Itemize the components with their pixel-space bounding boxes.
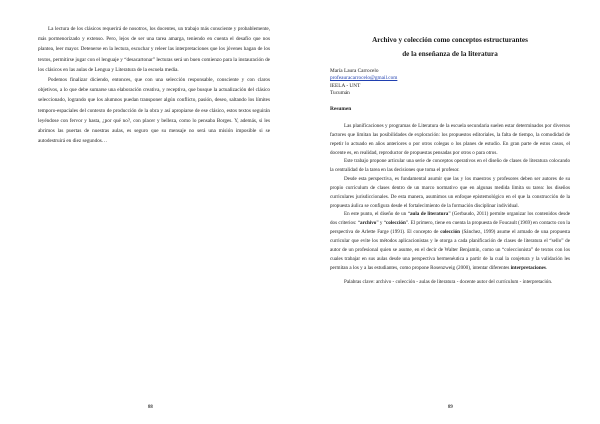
text-run: (Sánchez, 1999) asume el armado de una propuesta curricular que evite los métodos aplicacionistas y le otorga a cada planificación de clases de literatura el “sello” de autor de un profesional quien se asume, en el decir de Walter Benjamin, como un “coleccionista” de textos con los cuales trabajar en sus aulas desde una perspectiva hermenéutica a partir de la cual la conjetura y la validación les permitan a los y a las estudiantes, como propone Rosenzweig (2000), intentar diferentes (330, 229, 570, 271)
author-name: María Laura Carrocelo (330, 68, 379, 74)
left-paragraph-1: La lectura de los clásicos requerirá de nosotros, los docentes, un trabajo más consciente y probablemente, más pormenorizado y extenso. Pero, lejos de ser una tarea amarga, teniendo en cuenta el desafío que nos plantea, leer mayor. Detenerse en la lectura, escuchar y releer las interpretaciones que los jóvenes hagan de los textos, permitirse jugar con el lenguaje y “desacartonar” lecturas será un buen comienzo para la instauración de los clásicos en las aulas de Lengua y Literatura de la escuela media. (38, 26, 270, 73)
text-run: ” y “ (376, 220, 386, 227)
keywords: Palabras clave: archivo - colección - aulas de literatura - docente autor del currículum - interpretación. (344, 279, 553, 286)
author-block (330, 68, 397, 98)
left-paragraph-2: Podemos finalizar diciendo, entonces, que con una selección responsable, consciente y con claros objetivos, a lo que debe sumarse una elaboración creativa, y receptiva, que busque la actualización del clásico seleccionado, logrando que los alumnos puedan transponer algún conflicto, pasión, deseo, saltando los límites temporo-espaciales del contexto de producción de la obra y así apropiarse de ese clásico, estos textos seguirán leyéndose con fervor y hasta, ¿por qué no?, con placer y belleza, como lo pensaba Borges. Y, además, si les abrimos las puertas de nuestras aulas, es seguro que su mensaje no será una misión imposible si se autodestruirá en diez segundos… (38, 77, 270, 145)
right-page-number: 89 (448, 405, 453, 410)
author-city: Tucumán (330, 90, 350, 97)
abstract-body (330, 122, 570, 287)
text-run: ”. El primero, tiene en cuenta la propuesta de Foucault (1969) en contacto con la perspectiva de Arlette Farge (1991). El concepto de (330, 220, 570, 236)
abstract-paragraph-2: Este trabajo propone articular una serie de conceptos operativos en el diseño de clases de literatura colocando la centralidad de la tarea en las decisiones que toma el profesor. (330, 158, 570, 174)
text-run: En este punto, el diseño de un “ (344, 211, 410, 218)
abstract-paragraph-4 (330, 210, 570, 272)
abstract-paragraph-1: Las planificaciones y programas de Literatura de la escuela secundaria suelen estar determinados por diversos factores que limitan las posibilidades de exploración: los propuestos editoriales, la falta de tiempo, la comodidad de repetir lo actuado en años anteriores o por otros colegas o los planes de estudio. En gran parte de estos casos, el docente es, en realidad, reproductor de propuestas pensadas por otros o para otros. (330, 123, 570, 156)
text-run: . (545, 264, 548, 271)
author-email-link[interactable]: profeauracarrocelo@gmail.com (330, 75, 398, 82)
abstract-paragraph-3: Desde esta perspectiva, es fundamental asumir que las y los maestros y profesores deben ser autores de su propio currículum de clases dentro de un marco normativo que en algunas medida limita su tarea: los diseños curriculares jurisdiccionales. De esta manera, asumimos un enfoque epistemológico en el que la construcción de la propuesta áulica se configura desde el fortalecimiento de la formación disciplinar individual. (330, 176, 570, 209)
article-title-line-1: Archivo y colección como conceptos estructurantes (372, 36, 528, 44)
abstract-heading: Resumen (330, 106, 352, 112)
left-page-number: 88 (148, 405, 153, 410)
right-page (300, 0, 600, 424)
bold-term: interpretaciones (510, 264, 546, 271)
bold-term: colección (440, 229, 460, 236)
bold-term: colección (385, 220, 406, 227)
left-page-text (38, 24, 270, 146)
bold-term: archivo (360, 220, 377, 227)
author-institution: IEELA - UNT (330, 82, 361, 89)
bold-term: aula de literatura (409, 211, 449, 218)
article-title-line-2: de la enseñanza de la literatura (402, 50, 498, 58)
text-run: ” (Gerbaudo, 2011) permite organizar los contenidos desde dos criterios: “ (330, 211, 570, 227)
